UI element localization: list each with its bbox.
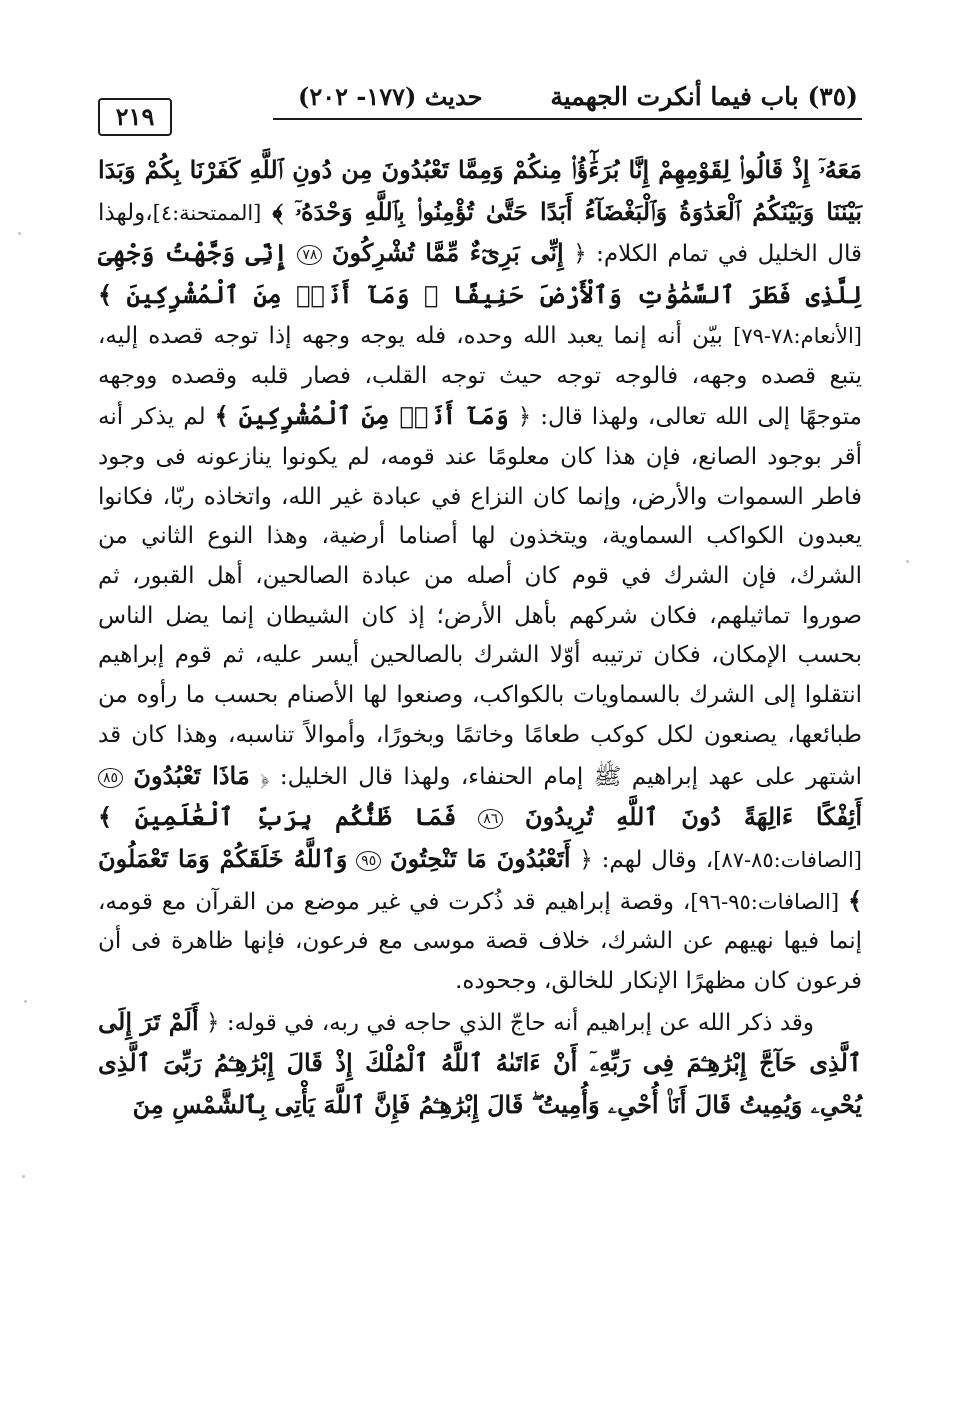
commentary-text: ، وقال لهم: ﴿: [579, 846, 714, 873]
ayah-number-marker: ٨٦: [478, 809, 503, 829]
quran-verse: مَاذَا تَعْبُدُونَ: [133, 760, 250, 790]
quran-verse: إِنِّى بَرِىٓءٌ مِّمَّا تُشْرِكُونَ: [331, 238, 564, 268]
verse-reference: [الأنعام:٧٨-٧٩]: [733, 323, 863, 348]
scan-speck: [22, 1175, 25, 1178]
hadith-range: حديث (١٧٧- ٢٠٢): [298, 82, 483, 111]
commentary-text: وقد ذكر الله عن إبراهيم أنه حاجّ الذي حاجه في ربه، في قوله: ﴿: [206, 1009, 815, 1036]
commentary-text: ،ولهذا قال الخليل في تمام الكلام: ﴿: [98, 199, 863, 268]
commentary-text: ، وقصة إبراهيم قد ذُكرت في غير موضع من القرآن مع قومه، إنما فيها نهيهم عن الشرك، خلاف قصة موسى مع فرعون، فإنها ظاهرة فى أن فرعون كان مظهرًا الإنكار للخالق، وجحوده.: [98, 888, 862, 995]
ayah-number-marker: ٨٥: [98, 768, 123, 788]
page-header: [98, 78, 862, 138]
ayah-number-marker: ٩٥: [356, 851, 381, 871]
quran-verse: إِنِّى وَجَّهْتُ وَجْهِىَ لِلَّذِى فَطَرَ ٱلسَّمَٰوَٰتِ وَٱلْأَرْضَ حَنِيفًا ۖ وَمَآ أَنَا۠ مِنَ ٱلْمُشْرِكِينَ ﴾: [98, 238, 862, 310]
quran-verse: أَلَمْ تَرَ إِلَى ٱلَّذِى حَآجَّ إِبْرَٰهِـۧمَ فِى رَبِّهِۦٓ أَنْ ءَاتَىٰهُ ٱللَّهُ ٱلْمُلْكَ إِذْ قَالَ إِبْرَٰهِـۧمُ رَبِّىَ ٱلَّذِى يُحْىِۦ وَيُمِيتُ قَالَ أَنَا۠ أُحْىِۦ وَأُمِيتُ ۖ قَالَ إِبْرَٰهِـۧمُ فَإِنَّ ٱللَّهَ يَأْتِى بِٱلشَّمْسِ مِنَ: [98, 1006, 862, 1120]
paragraph-1: [98, 150, 862, 1002]
quran-verse: أَتَعْبُدُونَ مَا تَنْحِتُونَ: [390, 843, 571, 873]
scan-speck: [24, 1000, 27, 1003]
page-number: ٢١٩: [115, 102, 155, 131]
header-divider: [273, 118, 862, 120]
verse-reference: [الصافات:٩٥-٩٦]: [690, 889, 840, 914]
commentary-text: بيّن أنه إنما يعبد الله وحده، فله يوجه وجهه إذا توجه قصده إليه، يتبع قصده وجهه، فالوجه توجه حيث توجه القلب، فصار قلبه وقصده ووجهه متوجهًا إلى الله تعالى، ولهذا قال: ﴿: [98, 322, 862, 431]
scan-speck: [906, 560, 909, 563]
page-number-box: [98, 98, 172, 136]
body-text: [98, 150, 862, 1127]
quran-verse: فَمَا ظَنُّكُم بِرَبِّ ٱلْعَٰلَمِينَ ﴾: [98, 802, 457, 832]
quran-verse: وَٱللَّهُ خَلَقَكُمْ وَمَا تَعْمَلُونَ ﴾: [98, 843, 863, 915]
chapter-title: (٣٥) باب فيما أنكرت الجهمية: [550, 82, 858, 111]
quran-verse: وَمَآ أَنَا۠ مِنَ ٱلْمُشْرِكِينَ ﴾: [214, 401, 509, 431]
quran-verse: مَعَهُۥٓ إِذْ قَالُوا۟ لِقَوْمِهِمْ إِنَّا بُرَءَٰٓؤُا۟ مِنكُمْ وَمِمَّا تَعْبُدُونَ مِن دُونِ ٱللَّهِ كَفَرْنَا بِكُمْ وَبَدَا بَيْنَنَا وَبَيْنَكُمُ ٱلْعَدَٰوَةُ وَٱلْبَغْضَآءُ أَبَدًا حَتَّىٰ تُؤْمِنُوا۟ بِٱللَّهِ وَحْدَهُۥٓ ﴾: [98, 155, 862, 226]
ayah-number-marker: ٧٨: [297, 245, 322, 265]
verse-reference: [الصافات:٨٥-٨٧]: [713, 847, 862, 872]
verse-reference: [الممتحنة:٤]: [152, 200, 262, 225]
scan-speck: [18, 232, 21, 235]
quran-verse: أَئِفْكًا ءَالِهَةً دُونَ ٱللَّهِ تُرِيدُونَ: [525, 802, 862, 832]
commentary-text: لم يذكر أنه أقر بوجود الصانع، فإن هذا كان معلومًا عند قومه، لم يكونوا ينازعونه فى وجود فاطر السموات والأرض، وإنما كان النزاع في عبادة غير الله، واتخاذه ربّا، فكانوا يعبدون الكواكب السماوية، ويتخذون لها أصناما أرضية، وهذا النوع الثاني من الشرك، فإن الشرك في قوم كان أصله من عبادة الصالحين، أهل القبور، ثم صوروا تماثيلهم، فكان شركهم بأهل الأرض؛ إذ كان الشيطان إنما يضل الناس بحسب الإمكان، فكان ترتيبه أوّلا الشرك بالصالحين أيسر عليه، ثم قوم إبراهيم انتقلوا إلى الشرك بالسماويات بالكواكب، وصنعوا لها الأصنام بحسب ما رأوه من طبائعها، يصنعون لكل كوكب طعامًا وخاتمًا وبخورًا، وأموالاً تناسبه، وهذا كان قد اشتهر على عهد إبراهيم ﷺ إمام الحنفاء، ولهذا قال الخليل: ﴿: [98, 404, 862, 790]
paragraph-2: [98, 1002, 862, 1127]
